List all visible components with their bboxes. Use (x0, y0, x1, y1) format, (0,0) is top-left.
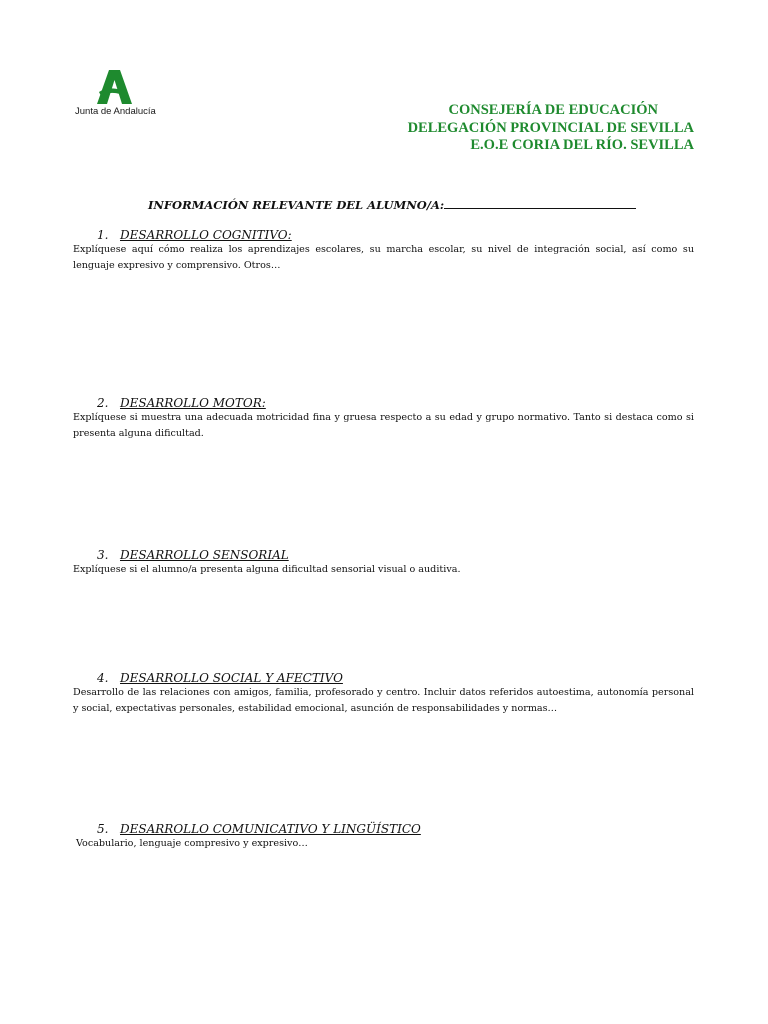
section-sensory (73, 548, 694, 578)
section-communicative-linguistic (73, 822, 694, 852)
section-heading (97, 228, 694, 242)
header-institution (408, 102, 694, 155)
section-description: Desarrollo de las relaciones con amigos, familia, profesorado y centro. Incluir datos referidos autoestima, autonomía personal y social, expectativas personales, estabilidad emocional, asunción de responsabilidades y normas… (73, 687, 694, 714)
section-social-affective (73, 671, 694, 716)
andalucia-a-logo-icon (75, 66, 135, 106)
document-title-text: INFORMACIÓN RELEVANTE DEL ALUMNO/A: (148, 198, 445, 212)
header-line-consejeria: CONSEJERÍA DE EDUCACIÓN (448, 102, 658, 118)
student-name-blank[interactable] (444, 198, 636, 209)
section-description: Explíquese aquí cómo realiza los aprendizajes escolares, su marcha escolar, su nivel de integración social, así como su lenguaje expresivo y comprensivo. Otros… (73, 244, 694, 271)
section-number: 1. (97, 228, 109, 242)
header-line-eoe: E.O.E CORIA DEL RÍO. SEVILLA (470, 137, 694, 153)
section-heading (97, 671, 694, 685)
logo-text: Junta de Andalucía (75, 106, 156, 117)
junta-de-andalucia-logo (75, 66, 165, 120)
section-motor (73, 396, 694, 441)
document-title (148, 198, 636, 212)
section-heading (97, 822, 694, 836)
section-title: DESARROLLO COGNITIVO: (120, 228, 292, 242)
section-description: Explíquese si muestra una adecuada motricidad fina y gruesa respecto a su edad y grupo normativo. Tanto si destaca como si presenta alguna dificultad. (73, 412, 694, 439)
section-number: 4. (97, 671, 109, 685)
section-title: DESARROLLO COMUNICATIVO Y LINGÜÍSTICO (120, 822, 421, 836)
section-heading (97, 548, 694, 562)
section-heading (97, 396, 694, 410)
section-description: Explíquese si el alumno/a presenta alguna dificultad sensorial visual o auditiva. (73, 564, 461, 575)
section-number: 2. (97, 396, 109, 410)
section-title: DESARROLLO SENSORIAL (120, 548, 289, 562)
section-number: 3. (97, 548, 109, 562)
section-cognitive (73, 228, 694, 273)
section-number: 5. (97, 822, 109, 836)
header-line-delegacion: DELEGACIÓN PROVINCIAL DE SEVILLA (407, 119, 694, 136)
section-title: DESARROLLO MOTOR: (120, 396, 266, 410)
section-description: Vocabulario, lenguaje compresivo y expresivo… (76, 838, 308, 849)
section-title: DESARROLLO SOCIAL Y AFECTIVO (120, 671, 343, 685)
